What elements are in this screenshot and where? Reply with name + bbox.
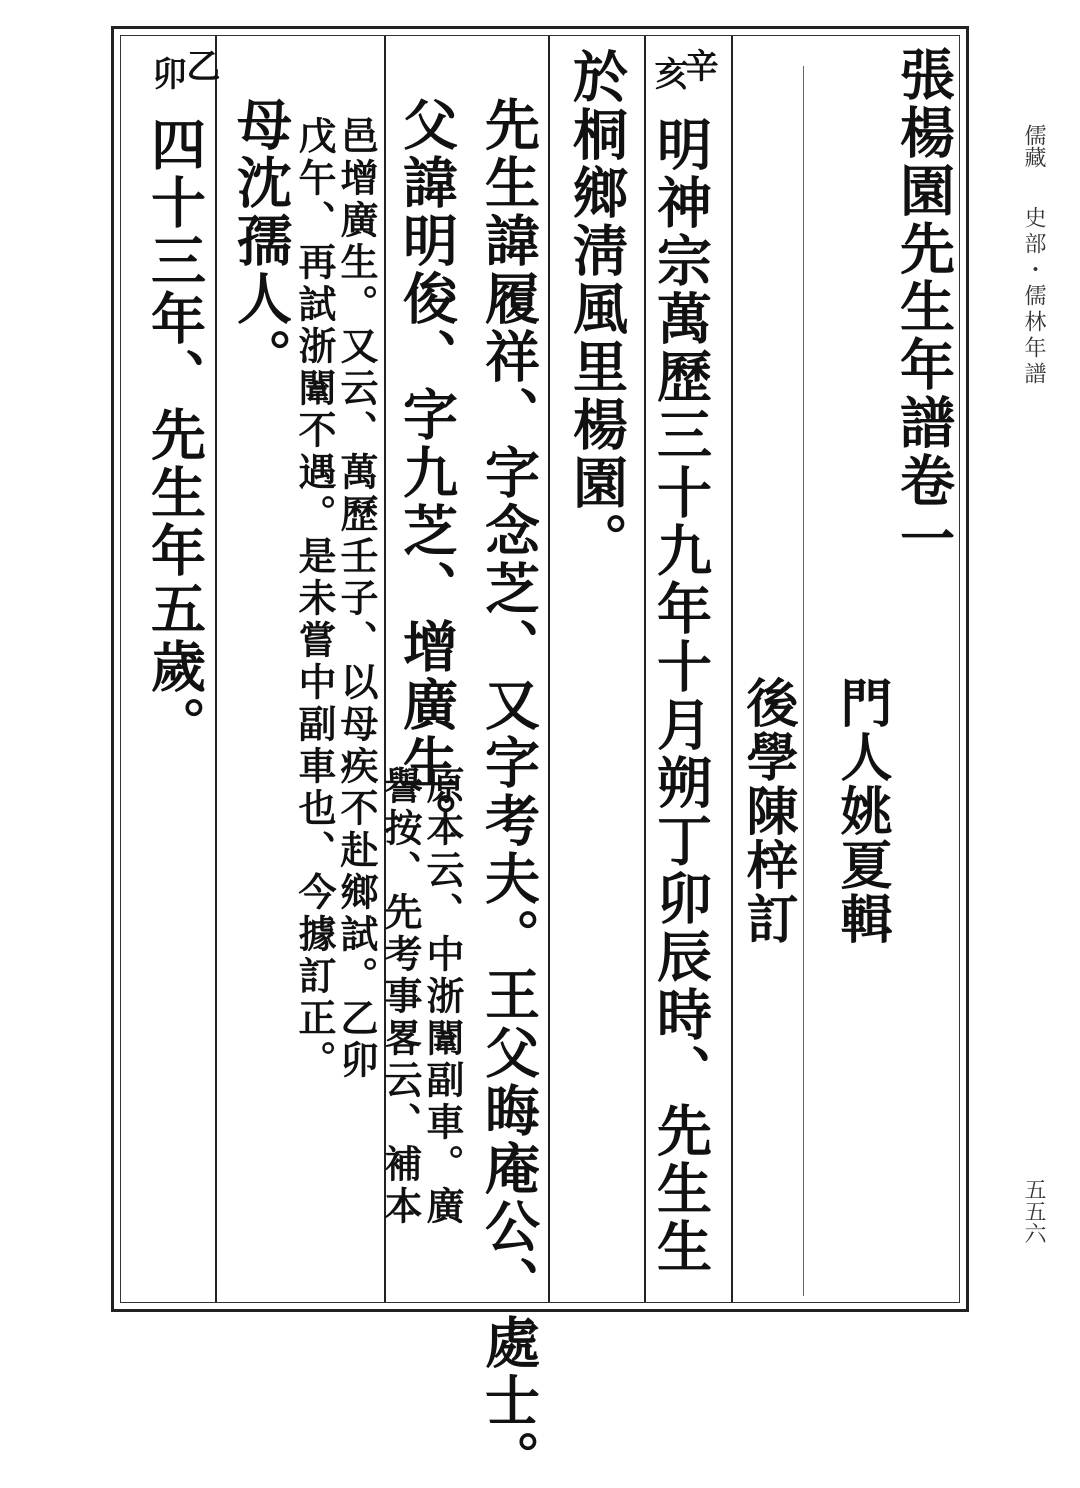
page-inner-border bbox=[120, 35, 960, 1488]
entry-text: 四十三年、先生年五歲。 bbox=[142, 116, 207, 754]
page-frame bbox=[111, 26, 969, 1488]
column-rule bbox=[215, 36, 217, 1302]
annotation-line: 原本云、中浙闈副車。廣 bbox=[420, 766, 465, 1228]
book-title: 張楊園先生年譜卷一 bbox=[891, 46, 956, 568]
entry-text: 明神宗萬歷三十九年十月朔丁卯辰時、先生生 bbox=[648, 116, 713, 1276]
series-header: 儒藏 bbox=[1021, 124, 1046, 168]
year-label-bottom: 卯 bbox=[146, 56, 186, 90]
year-label-top: 辛 bbox=[678, 48, 718, 82]
column-rule bbox=[803, 66, 804, 1296]
column-rule bbox=[548, 36, 550, 1302]
annotation-line: 戊午、再試浙闈不遇。是未嘗中副車也、今據訂正。 bbox=[292, 116, 337, 1082]
column-rule bbox=[731, 36, 733, 1302]
section-header: 史部・儒林年譜 bbox=[1021, 206, 1046, 388]
compiler-credit: 門人姚夏輯 bbox=[831, 676, 892, 946]
entry-text: 先生諱履祥、字念芝、又字考夫。王父晦庵公、處士。 bbox=[476, 96, 541, 1488]
column-rule bbox=[644, 36, 646, 1302]
year-label-bottom: 亥 bbox=[648, 56, 688, 90]
editor-credit: 後學陳梓訂 bbox=[737, 676, 798, 946]
entry-text: 母沈孺人。 bbox=[228, 96, 293, 386]
entry-text: 父諱明俊、字九芝、增廣生。 bbox=[394, 96, 459, 850]
page-number: 五五六 bbox=[1021, 1178, 1046, 1244]
year-label-top: 乙 bbox=[180, 48, 220, 82]
entry-text-continued: 於桐鄉淸風里楊園。 bbox=[564, 48, 629, 570]
annotation-line: 邑增廣生。又云、萬歷壬子、以母疾不赴鄉試。乙卯 bbox=[334, 116, 379, 1082]
annotation-line: 譽按、先考事畧云、補本 bbox=[378, 766, 423, 1228]
